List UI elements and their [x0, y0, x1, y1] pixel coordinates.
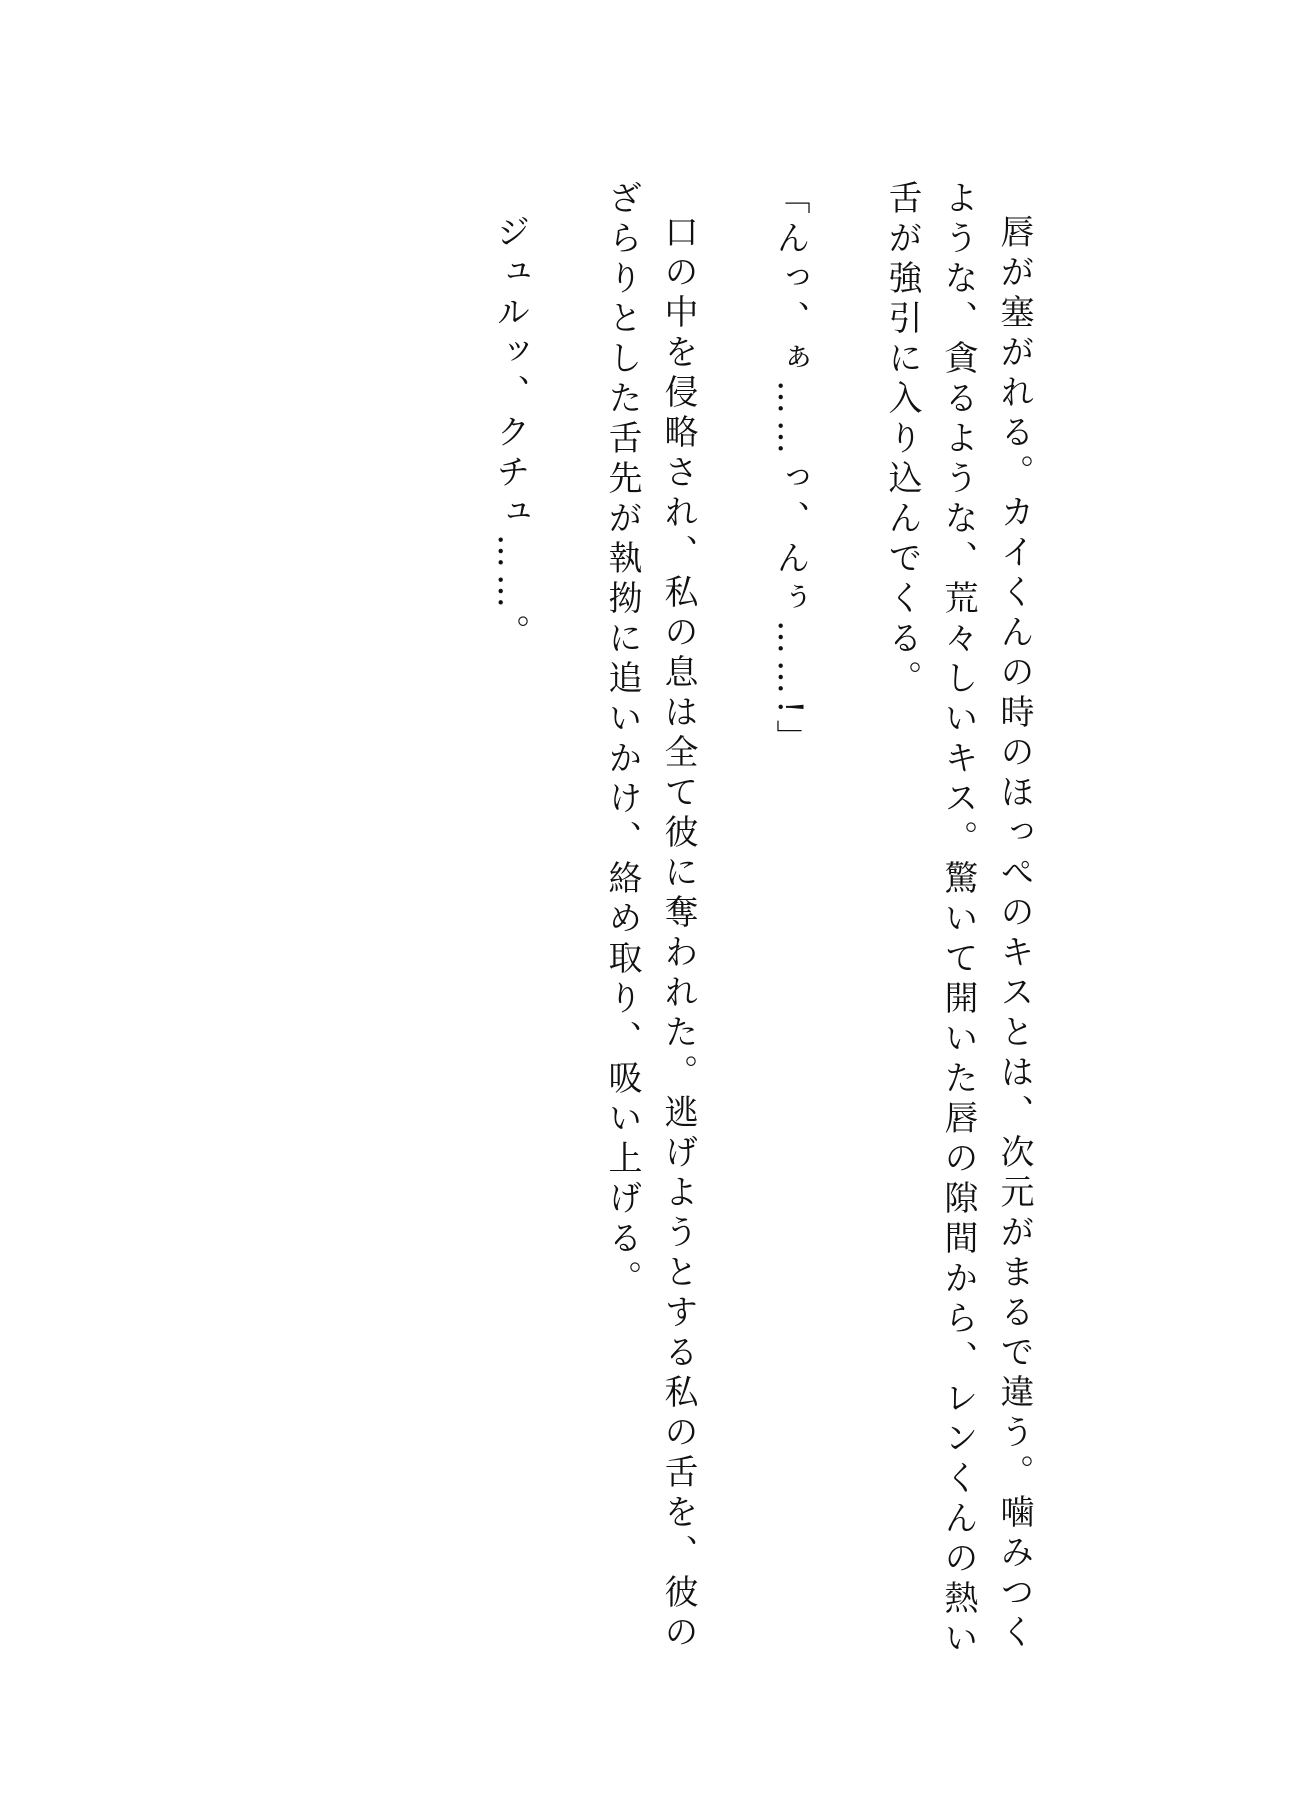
- dialogue-line: 「んっ、ぁ……っ、んぅ……!」: [770, 180, 810, 760]
- paragraph-tongue: 口の中を侵略され、私の息は全て彼に奪われた。逃げようとする私の舌を、彼のざらりとした舌先が執拗に追いかけ、絡め取り、吸い上げる。: [602, 180, 698, 1654]
- blank-line: [538, 180, 594, 1680]
- vertical-text-body: [482, 180, 1042, 1680]
- paragraph-sound: ジュルッ、クチュ……。: [490, 214, 530, 654]
- blank-line: [818, 180, 874, 1680]
- paragraph-kiss: 唇が塞がれる。カイくんの時のほっぺのキスとは、次元がまるで違う。噛みつくような、貪るような、荒々しいキス。驚いて開いた唇の隙間から、レンくんの熱い舌が強引に入り込んでくる。: [882, 180, 1034, 1660]
- blank-line: [706, 180, 762, 1680]
